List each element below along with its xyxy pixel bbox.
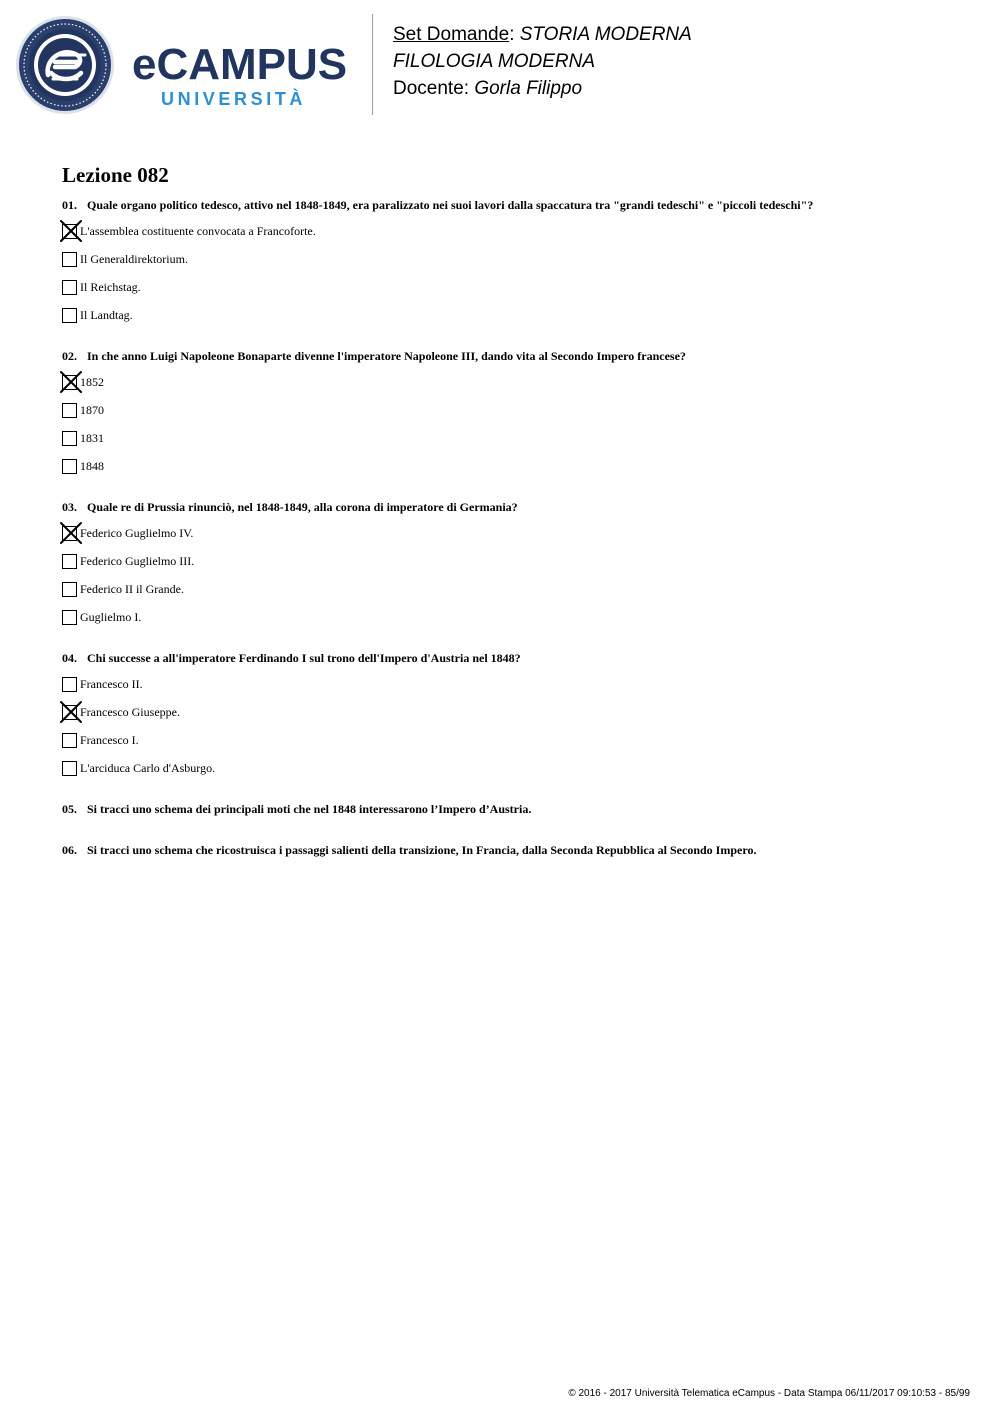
question-text bbox=[62, 197, 942, 213]
answer-checkbox[interactable] bbox=[62, 582, 77, 597]
header-info bbox=[393, 21, 692, 102]
answer-checkbox[interactable] bbox=[62, 308, 77, 323]
answer-label: Il Reichstag. bbox=[80, 280, 141, 294]
question-text bbox=[62, 348, 942, 364]
set-label: Set Domande bbox=[393, 24, 510, 45]
teacher-value: Gorla Filippo bbox=[474, 78, 583, 99]
question-03 bbox=[62, 499, 942, 637]
set-separator: : bbox=[509, 24, 515, 45]
answer-label: 1831 bbox=[80, 431, 104, 445]
answer-option[interactable] bbox=[62, 732, 942, 750]
answer-label: Francesco Giuseppe. bbox=[80, 705, 180, 719]
answer-checkbox[interactable] bbox=[62, 280, 77, 295]
answer-options bbox=[62, 676, 942, 778]
question-prompt: Quale re di Prussia rinunciò, nel 1848-1849, alla corona di imperatore di Germania? bbox=[87, 500, 518, 514]
answer-options bbox=[62, 525, 942, 627]
teacher-line bbox=[393, 75, 692, 102]
answer-option[interactable] bbox=[62, 430, 942, 448]
question-prompt: Si tracci uno schema che ricostruisca i passaggi salienti della transizione, In Francia, dalla Seconda Repubblica al Secondo Impero. bbox=[87, 843, 757, 857]
answer-option[interactable] bbox=[62, 251, 942, 269]
answer-option[interactable] bbox=[62, 374, 942, 392]
ecampus-wordmark bbox=[132, 40, 357, 112]
answer-label: 1870 bbox=[80, 403, 104, 417]
question-number: 01. bbox=[62, 198, 77, 212]
answer-option[interactable] bbox=[62, 525, 942, 543]
question-number: 03. bbox=[62, 500, 77, 514]
question-prompt: Quale organo politico tedesco, attivo nel 1848-1849, era paralizzato nei suoi lavori dalla spaccatura tra "grandi tedeschi" e "piccoli tedeschi"? bbox=[87, 198, 814, 212]
answer-checkbox[interactable] bbox=[62, 761, 77, 776]
print-footer: © 2016 - 2017 Università Telematica eCampus - Data Stampa 06/11/2017 09:10:53 - 85/99 bbox=[568, 1388, 970, 1399]
question-05 bbox=[62, 801, 942, 817]
question-text bbox=[62, 801, 942, 817]
answer-checkbox[interactable] bbox=[62, 677, 77, 692]
question-number: 02. bbox=[62, 349, 77, 363]
answer-option[interactable] bbox=[62, 402, 942, 420]
question-02 bbox=[62, 348, 942, 486]
question-number: 04. bbox=[62, 651, 77, 665]
answer-label: Federico Guglielmo III. bbox=[80, 554, 195, 568]
question-prompt: Chi successe a all'imperatore Ferdinando I sul trono dell'Impero d'Austria nel 1848? bbox=[87, 651, 521, 665]
logo-subtitle-text: UNIVERSITÀ bbox=[161, 89, 307, 109]
question-text bbox=[62, 499, 942, 515]
answer-checkbox[interactable] bbox=[62, 610, 77, 625]
answer-label: 1852 bbox=[80, 375, 104, 389]
answer-checkbox[interactable] bbox=[62, 431, 77, 446]
checked-x-mark-icon bbox=[59, 700, 83, 724]
answer-checkbox[interactable] bbox=[62, 252, 77, 267]
answer-options bbox=[62, 374, 942, 476]
answer-option[interactable] bbox=[62, 676, 942, 694]
answer-option[interactable] bbox=[62, 279, 942, 297]
answer-option[interactable] bbox=[62, 307, 942, 325]
answer-checkbox[interactable] bbox=[62, 403, 77, 418]
answer-label: Federico Guglielmo IV. bbox=[80, 526, 194, 540]
answer-option[interactable] bbox=[62, 581, 942, 599]
answer-label: 1848 bbox=[80, 459, 104, 473]
logo-brand-text: eCAMPUS bbox=[132, 40, 348, 89]
checked-x-mark-icon bbox=[59, 219, 83, 243]
question-06 bbox=[62, 842, 942, 858]
answer-checkbox[interactable] bbox=[62, 554, 77, 569]
answer-option[interactable] bbox=[62, 609, 942, 627]
lesson-title: Lezione 082 bbox=[62, 163, 169, 187]
answer-option[interactable] bbox=[62, 223, 942, 241]
checked-x-mark-icon bbox=[59, 370, 83, 394]
answer-option[interactable] bbox=[62, 458, 942, 476]
set-value: STORIA MODERNA bbox=[519, 24, 692, 45]
answer-options bbox=[62, 223, 942, 325]
answer-option[interactable] bbox=[62, 704, 942, 722]
question-prompt: Si tracci uno schema dei principali moti che nel 1848 interessarono l’Impero d’Austria. bbox=[87, 802, 532, 816]
teacher-label: Docente: bbox=[393, 78, 470, 99]
question-number: 05. bbox=[62, 802, 77, 816]
answer-option[interactable] bbox=[62, 553, 942, 571]
question-04 bbox=[62, 650, 942, 788]
page-header bbox=[0, 0, 1000, 130]
answer-label: Francesco II. bbox=[80, 677, 143, 691]
answer-label: Il Landtag. bbox=[80, 308, 133, 322]
question-number: 06. bbox=[62, 843, 77, 857]
answer-checkbox[interactable] bbox=[62, 459, 77, 474]
header-divider bbox=[372, 14, 373, 115]
answer-label: L'arciduca Carlo d'Asburgo. bbox=[80, 761, 216, 775]
question-01 bbox=[62, 197, 942, 335]
question-prompt: In che anno Luigi Napoleone Bonaparte divenne l'imperatore Napoleone III, dando vita al Secondo Impero francese? bbox=[87, 349, 686, 363]
answer-label: Il Generaldirektorium. bbox=[80, 252, 188, 266]
checked-x-mark-icon bbox=[59, 521, 83, 545]
answer-checkbox[interactable] bbox=[62, 733, 77, 748]
question-text bbox=[62, 650, 942, 666]
answer-label: Federico II il Grande. bbox=[80, 582, 184, 596]
question-text bbox=[62, 842, 942, 858]
answer-label: Guglielmo I. bbox=[80, 610, 142, 624]
answer-label: L'assemblea costituente convocata a Francoforte. bbox=[80, 224, 316, 238]
answer-label: Francesco I. bbox=[80, 733, 139, 747]
ecampus-seal-logo bbox=[15, 15, 115, 115]
answer-option[interactable] bbox=[62, 760, 942, 778]
set-line bbox=[393, 21, 692, 48]
set-value-line2: FILOLOGIA MODERNA bbox=[393, 51, 595, 72]
